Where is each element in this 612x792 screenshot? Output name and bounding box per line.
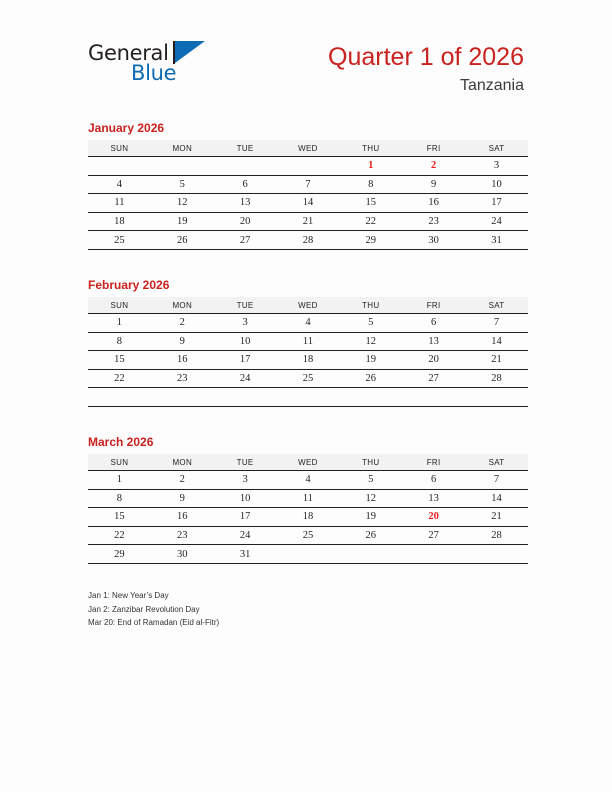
day-cell[interactable]: 29 <box>339 231 402 250</box>
week-row <box>88 212 528 231</box>
week-row <box>88 508 528 527</box>
day-cell[interactable]: 7 <box>277 175 340 194</box>
day-cell[interactable]: 4 <box>277 314 340 333</box>
day-cell[interactable]: 12 <box>339 332 402 351</box>
day-cell[interactable]: 20 <box>402 351 465 370</box>
day-cell[interactable]: 7 <box>465 314 528 333</box>
month-title: February 2026 <box>88 278 170 292</box>
day-cell[interactable]: 28 <box>277 231 340 250</box>
weekday-header-fri: FRI <box>402 140 465 157</box>
day-cell[interactable]: 16 <box>151 351 214 370</box>
week-row <box>88 545 528 564</box>
weekday-header-thu: THU <box>339 454 402 471</box>
day-cell[interactable]: 3 <box>465 157 528 176</box>
month-title: January 2026 <box>88 121 165 135</box>
day-cell[interactable]: 1 <box>88 314 151 333</box>
day-cell-empty <box>277 545 340 564</box>
day-cell-holiday[interactable]: 2 <box>402 157 465 176</box>
weekday-header-tue: TUE <box>214 297 277 314</box>
weekday-header-tue: TUE <box>214 454 277 471</box>
week-row <box>88 388 528 407</box>
day-cell-empty <box>277 157 340 176</box>
day-cell-empty <box>465 545 528 564</box>
day-cell[interactable]: 23 <box>402 212 465 231</box>
logo-text-blue: Blue <box>131 61 177 85</box>
weekday-header-sat: SAT <box>465 140 528 157</box>
day-cell[interactable]: 5 <box>151 175 214 194</box>
day-cell[interactable]: 27 <box>402 526 465 545</box>
day-cell[interactable]: 3 <box>214 471 277 490</box>
day-cell[interactable]: 26 <box>339 526 402 545</box>
day-cell[interactable]: 2 <box>151 314 214 333</box>
day-cell[interactable]: 5 <box>339 471 402 490</box>
day-cell[interactable]: 31 <box>214 545 277 564</box>
day-cell[interactable]: 27 <box>402 369 465 388</box>
day-cell[interactable]: 17 <box>214 508 277 527</box>
day-cell[interactable]: 18 <box>88 212 151 231</box>
day-cell[interactable]: 25 <box>277 369 340 388</box>
week-row <box>88 157 528 176</box>
day-cell[interactable]: 20 <box>214 212 277 231</box>
day-cell[interactable]: 9 <box>151 489 214 508</box>
day-cell[interactable]: 13 <box>402 332 465 351</box>
day-cell[interactable]: 6 <box>402 314 465 333</box>
month-grid <box>88 454 528 564</box>
day-cell-empty <box>214 388 277 407</box>
month-block-february <box>88 278 528 407</box>
holiday-note: Mar 20: End of Ramadan (Eid al-Fitr) <box>88 618 220 627</box>
day-cell[interactable]: 8 <box>339 175 402 194</box>
day-cell[interactable]: 24 <box>214 369 277 388</box>
day-cell[interactable]: 16 <box>402 194 465 213</box>
month-body <box>88 157 528 250</box>
week-row <box>88 489 528 508</box>
weekday-header-fri: FRI <box>402 297 465 314</box>
page-header <box>0 0 612 112</box>
day-cell[interactable]: 26 <box>339 369 402 388</box>
day-cell[interactable]: 26 <box>151 231 214 250</box>
day-cell[interactable]: 1 <box>88 471 151 490</box>
month-grid <box>88 297 528 407</box>
day-cell[interactable]: 12 <box>339 489 402 508</box>
week-row <box>88 332 528 351</box>
day-cell[interactable]: 25 <box>277 526 340 545</box>
day-cell-empty <box>402 545 465 564</box>
weekday-header-sun: SUN <box>88 454 151 471</box>
day-cell[interactable]: 22 <box>88 526 151 545</box>
day-cell[interactable]: 8 <box>88 489 151 508</box>
day-cell[interactable]: 24 <box>465 212 528 231</box>
day-cell[interactable]: 8 <box>88 332 151 351</box>
month-grid <box>88 140 528 250</box>
title-block <box>328 42 524 97</box>
day-cell-empty <box>339 545 402 564</box>
day-cell[interactable]: 30 <box>402 231 465 250</box>
day-cell[interactable]: 4 <box>88 175 151 194</box>
month-body <box>88 314 528 407</box>
week-row <box>88 175 528 194</box>
day-cell[interactable]: 9 <box>402 175 465 194</box>
day-cell[interactable]: 29 <box>88 545 151 564</box>
day-cell[interactable]: 17 <box>214 351 277 370</box>
holiday-notes-list <box>88 589 488 630</box>
day-cell[interactable]: 28 <box>465 526 528 545</box>
day-cell[interactable]: 9 <box>151 332 214 351</box>
day-cell[interactable]: 13 <box>214 194 277 213</box>
day-cell[interactable]: 12 <box>151 194 214 213</box>
weekday-header-fri: FRI <box>402 454 465 471</box>
day-cell[interactable]: 30 <box>151 545 214 564</box>
day-cell[interactable]: 18 <box>277 351 340 370</box>
day-cell[interactable]: 5 <box>339 314 402 333</box>
day-cell-empty <box>339 388 402 407</box>
weekday-header-row <box>88 297 528 314</box>
day-cell[interactable]: 6 <box>214 175 277 194</box>
day-cell[interactable]: 14 <box>465 489 528 508</box>
day-cell[interactable]: 13 <box>402 489 465 508</box>
day-cell[interactable]: 22 <box>339 212 402 231</box>
day-cell-empty <box>88 157 151 176</box>
weekday-header-thu: THU <box>339 140 402 157</box>
day-cell[interactable]: 2 <box>151 471 214 490</box>
day-cell[interactable]: 19 <box>339 508 402 527</box>
blue-flag-triangle-icon <box>175 41 205 63</box>
weekday-header-sat: SAT <box>465 297 528 314</box>
week-row <box>88 231 528 250</box>
day-cell[interactable]: 18 <box>277 508 340 527</box>
day-cell-empty <box>151 388 214 407</box>
week-row <box>88 471 528 490</box>
month-body <box>88 471 528 564</box>
day-cell[interactable]: 31 <box>465 231 528 250</box>
weekday-header-sun: SUN <box>88 297 151 314</box>
weekday-header-mon: MON <box>151 454 214 471</box>
weekday-header-mon: MON <box>151 297 214 314</box>
day-cell-empty <box>402 388 465 407</box>
day-cell[interactable]: 23 <box>151 369 214 388</box>
holiday-note: Jan 1: New Year’s Day <box>88 591 169 600</box>
day-cell[interactable]: 10 <box>214 332 277 351</box>
week-row <box>88 369 528 388</box>
day-cell-empty <box>214 157 277 176</box>
weekday-header-wed: WED <box>277 297 340 314</box>
country-subtitle: Tanzania <box>459 77 524 94</box>
weekday-header-sun: SUN <box>88 140 151 157</box>
generalblue-logo[interactable] <box>88 41 258 91</box>
day-cell[interactable]: 10 <box>214 489 277 508</box>
day-cell[interactable]: 16 <box>151 508 214 527</box>
day-cell[interactable]: 19 <box>151 212 214 231</box>
day-cell[interactable]: 11 <box>277 332 340 351</box>
day-cell[interactable]: 11 <box>277 489 340 508</box>
week-row <box>88 526 528 545</box>
day-cell[interactable]: 15 <box>339 194 402 213</box>
day-cell[interactable]: 21 <box>465 508 528 527</box>
weekday-header-mon: MON <box>151 140 214 157</box>
logo-text-general: General <box>88 41 169 65</box>
weekday-header-wed: WED <box>277 140 340 157</box>
day-cell[interactable]: 6 <box>402 471 465 490</box>
month-block-march <box>88 435 528 564</box>
weekday-header-tue: TUE <box>214 140 277 157</box>
day-cell[interactable]: 27 <box>214 231 277 250</box>
day-cell[interactable]: 17 <box>465 194 528 213</box>
day-cell[interactable]: 24 <box>214 526 277 545</box>
month-title: March 2026 <box>88 435 154 449</box>
day-cell[interactable]: 25 <box>88 231 151 250</box>
holiday-note: Jan 2: Zanzibar Revolution Day <box>88 604 200 614</box>
day-cell[interactable]: 21 <box>277 212 340 231</box>
weekday-header-row <box>88 454 528 471</box>
day-cell[interactable]: 10 <box>465 175 528 194</box>
page-title: Quarter 1 of 2026 <box>328 43 524 71</box>
day-cell[interactable]: 28 <box>465 369 528 388</box>
day-cell-empty <box>151 157 214 176</box>
month-block-january <box>88 121 528 250</box>
day-cell[interactable]: 4 <box>277 471 340 490</box>
weekday-header-wed: WED <box>277 454 340 471</box>
day-cell[interactable]: 23 <box>151 526 214 545</box>
week-row <box>88 314 528 333</box>
day-cell[interactable]: 22 <box>88 369 151 388</box>
day-cell-empty <box>277 388 340 407</box>
day-cell[interactable]: 11 <box>88 194 151 213</box>
day-cell-empty <box>465 388 528 407</box>
weekday-header-row <box>88 140 528 157</box>
day-cell[interactable]: 14 <box>277 194 340 213</box>
day-cell-holiday[interactable]: 1 <box>339 157 402 176</box>
day-cell[interactable]: 21 <box>465 351 528 370</box>
day-cell[interactable]: 7 <box>465 471 528 490</box>
day-cell[interactable]: 19 <box>339 351 402 370</box>
day-cell-holiday[interactable]: 20 <box>402 508 465 527</box>
day-cell[interactable]: 15 <box>88 351 151 370</box>
day-cell[interactable]: 15 <box>88 508 151 527</box>
weekday-header-thu: THU <box>339 297 402 314</box>
day-cell[interactable]: 3 <box>214 314 277 333</box>
day-cell[interactable]: 14 <box>465 332 528 351</box>
day-cell-empty <box>88 388 151 407</box>
weekday-header-sat: SAT <box>465 454 528 471</box>
week-row <box>88 351 528 370</box>
week-row <box>88 194 528 213</box>
